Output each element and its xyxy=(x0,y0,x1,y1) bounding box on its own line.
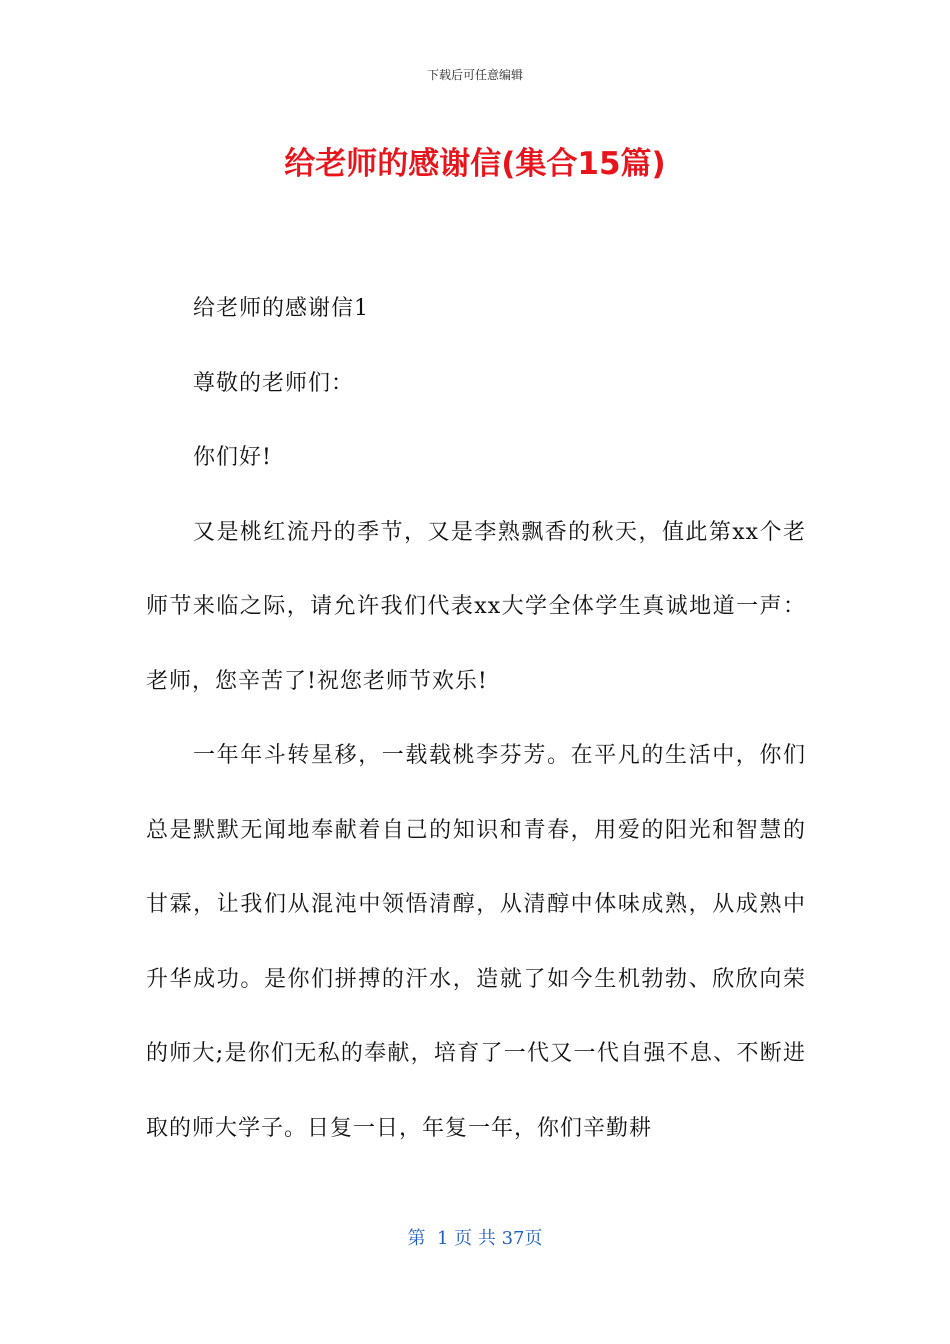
page-number: 第 1 页 共 37页 xyxy=(407,1228,543,1249)
greeting: 你们好! xyxy=(193,445,272,470)
document-title: 给老师的感谢信(集合15篇) xyxy=(284,146,666,182)
section-heading: 给老师的感谢信1 xyxy=(193,296,369,321)
document-body xyxy=(146,272,806,1166)
salutation: 尊敬的老师们： xyxy=(193,370,355,396)
body-paragraph: 又是桃红流丹的季节，又是李熟飘香的秋天，值此第xx个老师节来临之际，请允许我们代表xx大学全体学生真诚地道一声：老师，您辛苦了!祝您老师节欢乐! xyxy=(146,519,806,694)
body-paragraph: 一年年斗转星移，一载载桃李芬芳。在平凡的生活中，你们总是默默无闻地奉献着自己的知识和青春，用爱的阳光和智慧的甘霖，让我们从混沌中领悟清醇，从清醇中体味成熟，从成熟中升华成功。是你们拼搏的汗水，造就了如今生机勃勃、欣欣向荣的师大;是你们无私的奉献，培育了一代又一代自强不息、不断进取的师大学子。日复一日，年复一年，你们辛勤耕 xyxy=(146,743,806,1141)
header-note: 下载后可任意编辑 xyxy=(426,68,523,82)
